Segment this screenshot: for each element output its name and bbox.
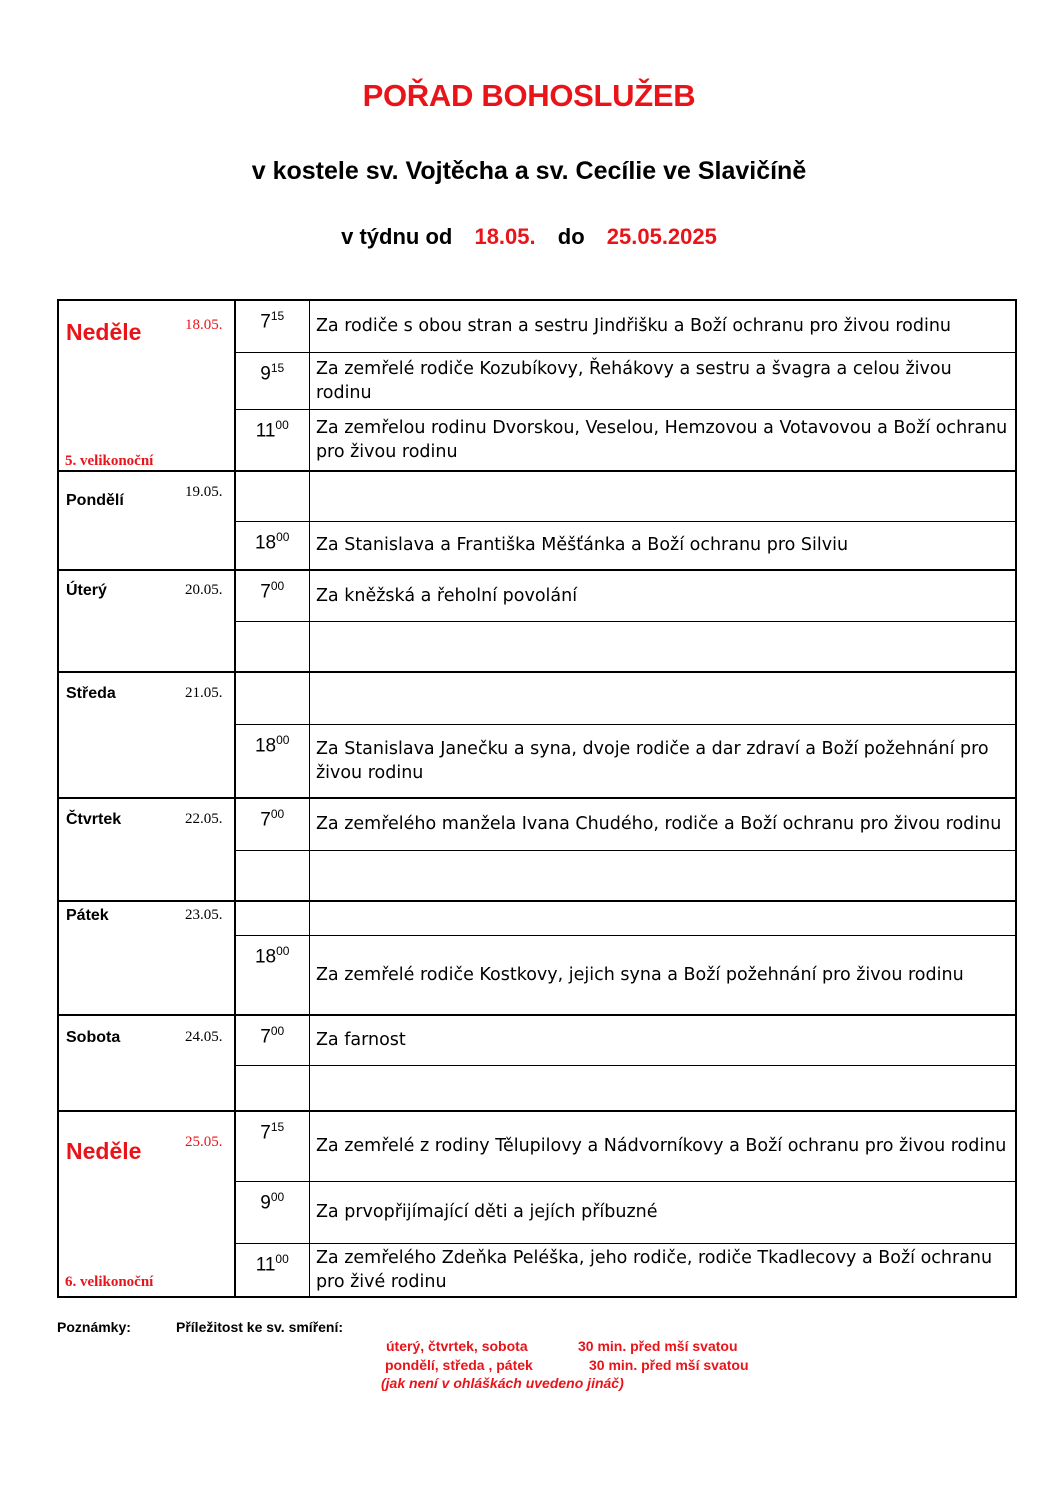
time-minute: 00 bbox=[276, 943, 290, 958]
time-hour: 7 bbox=[260, 1122, 271, 1144]
mass-time bbox=[235, 1015, 310, 1065]
day-name: Sobota bbox=[66, 1029, 121, 1046]
time-minute: 15 bbox=[270, 309, 285, 323]
mass-intention: Za zemřelou rodinu Dvorskou, Veselou, Hemzovou a Votavovou a Boží ochranu pro živou rodinu bbox=[309, 409, 1016, 471]
mass-time bbox=[235, 570, 310, 621]
time-hour: 7 bbox=[260, 1026, 271, 1048]
mass-intention bbox=[309, 621, 1016, 672]
confession-time-2: 30 min. před mší svatou bbox=[589, 1357, 749, 1373]
time-hour: 9 bbox=[260, 362, 271, 384]
mass-intention: Za zemřelého manžela Ivana Chudého, rodiče a Boží ochranu pro živou rodinu bbox=[309, 798, 1016, 850]
time-minute: 00 bbox=[275, 1251, 289, 1266]
day-name: Úterý bbox=[66, 582, 107, 599]
day-date: 18.05. bbox=[185, 317, 223, 333]
schedule-row bbox=[58, 672, 1016, 724]
day-cell bbox=[58, 1111, 235, 1297]
mass-time bbox=[235, 850, 310, 901]
confession-days-1: úterý, čtvrtek, sobota bbox=[386, 1338, 528, 1354]
mass-intention bbox=[309, 471, 1016, 521]
mass-intention: Za zemřelé rodiče Kostkovy, jejich syna a Boží požehnání pro živou rodinu bbox=[309, 935, 1016, 1015]
mass-time bbox=[235, 1181, 310, 1243]
mass-intention bbox=[309, 901, 1016, 935]
week-prefix: v týdnu od bbox=[341, 224, 453, 249]
mass-time bbox=[235, 409, 310, 471]
notes-label: Poznámky: bbox=[57, 1319, 131, 1335]
mass-time bbox=[235, 300, 310, 352]
time-minute: 15 bbox=[270, 1120, 285, 1134]
day-cell bbox=[58, 672, 235, 798]
day-name: Neděle bbox=[66, 1138, 142, 1164]
time-minute: 00 bbox=[276, 529, 290, 544]
mass-time bbox=[235, 724, 310, 798]
mass-time bbox=[235, 901, 310, 935]
time-hour: 7 bbox=[260, 311, 271, 333]
mass-time bbox=[235, 935, 310, 1015]
mass-intention bbox=[309, 672, 1016, 724]
day-date: 23.05. bbox=[185, 907, 223, 923]
time-minute: 00 bbox=[276, 732, 290, 747]
time-minute: 15 bbox=[270, 360, 285, 375]
mass-time bbox=[235, 672, 310, 724]
mass-time bbox=[235, 1243, 310, 1297]
mass-time bbox=[235, 521, 310, 570]
church-subtitle: v kostele sv. Vojtěcha a sv. Cecílie ve Slavičíně bbox=[251, 157, 807, 185]
feast-label: 6. velikonoční bbox=[65, 1274, 154, 1290]
time-minute: 00 bbox=[270, 579, 285, 593]
schedule-row bbox=[58, 1015, 1016, 1065]
day-cell bbox=[58, 570, 235, 672]
day-name: Středa bbox=[66, 685, 116, 702]
mass-intention: Za zemřelé rodiče Kozubíkovy, Řehákovy a sestru a švagra a celou živou rodinu bbox=[309, 352, 1016, 409]
mass-time bbox=[235, 1065, 310, 1111]
time-minute: 00 bbox=[275, 417, 289, 432]
date-to: 25.05.2025 bbox=[606, 224, 717, 249]
time-hour: 18 bbox=[254, 945, 277, 967]
mass-time bbox=[235, 798, 310, 850]
time-hour: 7 bbox=[260, 809, 271, 831]
schedule-row bbox=[58, 901, 1016, 935]
day-date: 25.05. bbox=[185, 1134, 223, 1150]
confession-days-2: pondělí, středa , pátek bbox=[385, 1357, 533, 1373]
confession-label: Příležitost ke sv. smíření: bbox=[176, 1319, 344, 1335]
mass-intention: Za rodiče s obou stran a sestru Jindřišku a Boží ochranu pro živou rodinu bbox=[309, 300, 1016, 352]
mass-time bbox=[235, 1111, 310, 1181]
mass-intention: Za zemřelé z rodiny Tělupilovy a Nádvorníkovy a Boží ochranu pro živou rodinu bbox=[309, 1111, 1016, 1181]
mass-time bbox=[235, 621, 310, 672]
day-cell bbox=[58, 798, 235, 901]
schedule-row bbox=[58, 570, 1016, 621]
time-hour: 18 bbox=[254, 734, 277, 756]
time-minute: 00 bbox=[270, 1024, 285, 1038]
schedule-row bbox=[58, 300, 1016, 352]
day-name: Neděle bbox=[66, 319, 142, 345]
schedule-row bbox=[58, 798, 1016, 850]
mass-time bbox=[235, 471, 310, 521]
date-from: 18.05. bbox=[474, 224, 536, 249]
day-cell bbox=[58, 901, 235, 1015]
schedule-row bbox=[58, 471, 1016, 521]
day-cell bbox=[58, 1015, 235, 1111]
day-cell bbox=[58, 300, 235, 471]
day-name: Pondělí bbox=[66, 492, 124, 509]
mass-intention: Za kněžská a řeholní povolání bbox=[309, 570, 1016, 621]
confession-note: (jak není v ohláškách uvedeno jináč) bbox=[381, 1375, 624, 1391]
mass-intention: Za farnost bbox=[309, 1015, 1016, 1065]
day-date: 20.05. bbox=[185, 582, 223, 598]
mass-intention: Za zemřelého Zdeňka Peléška, jeho rodiče, rodiče Tkadlecovy a Boží ochranu pro živé rodinu bbox=[309, 1243, 1016, 1297]
day-cell bbox=[58, 471, 235, 570]
time-minute: 00 bbox=[270, 807, 285, 821]
schedule-row bbox=[58, 1111, 1016, 1181]
mass-intention bbox=[309, 850, 1016, 901]
time-hour: 7 bbox=[260, 581, 271, 603]
time-minute: 00 bbox=[270, 1189, 285, 1204]
confession-time-1: 30 min. před mší svatou bbox=[578, 1338, 738, 1354]
mass-time bbox=[235, 352, 310, 409]
week-mid: do bbox=[557, 224, 585, 249]
time-hour: 9 bbox=[260, 1191, 271, 1213]
day-date: 24.05. bbox=[185, 1029, 223, 1045]
week-range bbox=[0, 224, 1058, 250]
feast-label: 5. velikonoční bbox=[65, 453, 154, 469]
time-hour: 11 bbox=[255, 1253, 276, 1275]
page-title: POŘAD BOHOSLUŽEB bbox=[362, 78, 696, 113]
schedule-table bbox=[57, 299, 1017, 1298]
time-hour: 18 bbox=[254, 531, 277, 553]
day-date: 21.05. bbox=[185, 685, 223, 701]
day-name: Pátek bbox=[66, 907, 109, 924]
mass-intention: Za Stanislava a Františka Měšťánka a Boží ochranu pro Silviu bbox=[309, 521, 1016, 570]
day-name: Čtvrtek bbox=[66, 811, 122, 828]
time-hour: 11 bbox=[255, 419, 276, 441]
day-date: 19.05. bbox=[185, 484, 223, 500]
day-date: 22.05. bbox=[185, 811, 223, 827]
mass-intention: Za prvopřijímající děti a jejích příbuzné bbox=[309, 1181, 1016, 1243]
mass-intention: Za Stanislava Janečku a syna, dvoje rodiče a dar zdraví a Boží požehnání pro živou rodinu bbox=[309, 724, 1016, 798]
mass-intention bbox=[309, 1065, 1016, 1111]
